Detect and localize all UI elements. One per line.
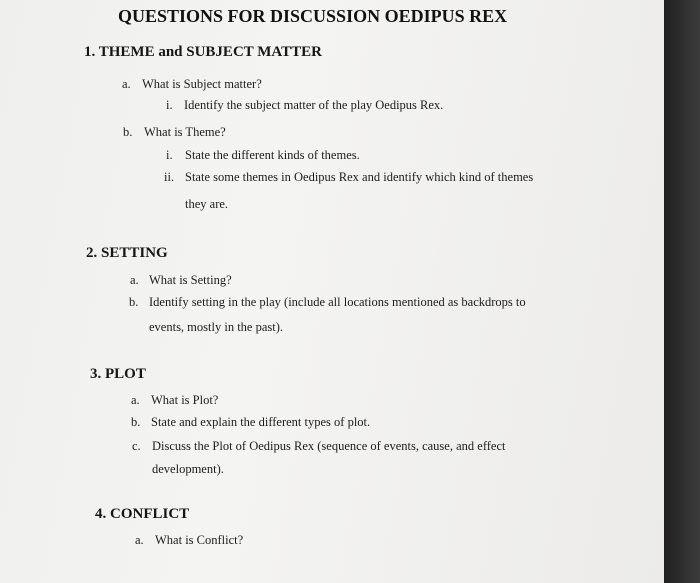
list-marker: a. [131,393,140,407]
question-text: What is Conflict? [155,533,244,547]
list-marker: a. [122,77,131,91]
question-text: State some themes in Oedipus Rex and identify which kind of themes [185,170,534,184]
question-text: they are. [185,197,229,211]
section-heading-conflict: 4. CONFLICT [95,506,190,522]
section-heading-theme: 1. THEME and SUBJECT MATTER [84,44,322,60]
list-marker: i. [166,98,173,112]
question-line [149,320,283,335]
question-text: Identify setting in the play (include all locations mentioned as backdrops to [149,295,526,309]
question-text: What is Setting? [149,273,232,287]
list-marker: a. [135,533,144,547]
list-marker: b. [131,415,141,429]
question-line [123,125,226,140]
question-line [122,77,262,92]
question-text: development). [152,462,224,476]
question-text: What is Subject matter? [142,77,262,91]
list-marker: b. [129,295,139,309]
list-marker: b. [123,125,133,139]
list-marker: ii. [164,170,175,184]
question-text: What is Plot? [151,393,219,407]
section-heading-setting: 2. SETTING [86,245,168,261]
document-title: QUESTIONS FOR DISCUSSION OEDIPUS REX [118,6,508,26]
question-line [185,197,228,212]
question-line [131,393,218,408]
question-line [166,148,360,163]
list-marker: c. [132,439,141,453]
list-marker: a. [130,273,139,287]
question-text: What is Theme? [144,125,226,139]
question-line [152,462,224,477]
question-text: State and explain the different types of plot. [151,415,371,429]
question-text: events, mostly in the past). [149,320,284,334]
question-line [135,533,243,548]
question-line [130,273,232,288]
question-text: Identify the subject matter of the play Oedipus Rex. [184,98,444,112]
question-line [129,295,526,310]
background-edge [664,0,700,583]
question-line [166,98,443,113]
question-line [131,415,370,430]
question-line [132,439,506,454]
question-text: State the different kinds of themes. [185,148,360,162]
section-heading-plot: 3. PLOT [90,366,146,382]
question-line [164,170,533,185]
question-text: Discuss the Plot of Oedipus Rex (sequence of events, cause, and effect [152,439,506,453]
list-marker: i. [166,148,173,162]
